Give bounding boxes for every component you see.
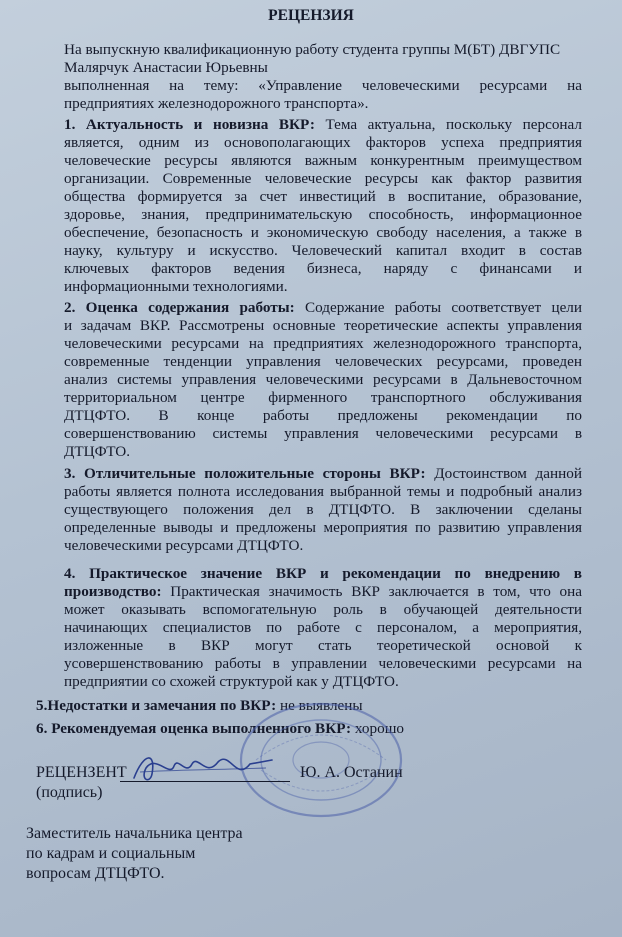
intro-line-2: Малярчук Анастасии Юрьевны (64, 59, 268, 76)
position-line-1: Заместитель начальника центра (26, 825, 243, 842)
reviewer-label: РЕЦЕНЗЕНТ (36, 764, 127, 781)
item-6-label: 6. Рекомендуемая оценка выполненного ВКР: (36, 720, 352, 737)
section-1-line-1: является, одним из основополагающих факторов успеха предприятия (64, 135, 582, 151)
section-1-line-4: общества формируется за счет инвестиций в воспитание, образование, (64, 189, 582, 205)
section-2-line-2: человеческими ресурсами на предприятиях железнодорожного транспорта, (64, 336, 582, 352)
intro-line-3: выполненная на тему: «Управление человеческими ресурсами на (64, 78, 582, 94)
document-title: РЕЦЕНЗИЯ (268, 7, 354, 24)
section-1-line-8: ключевых факторов ведения бизнеса, наряду с финансами и (64, 261, 582, 277)
section-2-line-5: территориальном центре фирменного транспортного обслуживания (64, 390, 582, 406)
section-3-heading: 3. Отличительные положительные стороны ВКР: (64, 466, 426, 482)
section-1-line-7: науку, культуру и искусство. Человеческий капитал входит в состав (64, 243, 582, 259)
section-1-line-6: обеспечение, безопасность и экономическую свободу населения, а также в (64, 225, 582, 241)
section-1-first-line (64, 117, 582, 133)
section-1-heading: 1. Актуальность и новизна ВКР: (64, 117, 315, 133)
section-3-line-4: человеческими ресурсами ДТЦФТО. (64, 538, 304, 554)
section-3-first-line (64, 466, 582, 482)
position-line-3: вопросам ДТЦФТО. (26, 865, 165, 882)
signature-note: (подпись) (36, 784, 103, 801)
section-4-heading-2: производство: (64, 584, 162, 600)
section-4-line-5: предприятии со схожей структурой как у ДТЦФТО. (64, 674, 399, 690)
section-2-line-1: и задачам ВКР. Рассмотрены основные теоретические аспекты управления (64, 318, 582, 334)
section-4-first-line (64, 584, 582, 600)
section-1-line-3: организации. Современные человеческие ресурсы как фактор развития (64, 171, 582, 187)
item-5-label: 5.Недостатки и замечания по ВКР: (36, 697, 277, 714)
intro-line-1: На выпускную квалификационную работу студента группы М(БТ) ДВГУПС (64, 41, 561, 58)
section-4-line-2: начинающих специалистов по работе с персоналом, а мероприятия, (64, 620, 582, 636)
section-4-line-1: может оказывать вспомогательную роль в обучающей деятельности (64, 602, 582, 618)
section-4-line-0: Практическая значимость ВКР заключается в том, что она (170, 584, 582, 600)
section-2-line-0: Содержание работы соответствует цели (304, 300, 582, 316)
section-1-line-0: Тема актуальна, поскольку персонал (325, 117, 582, 133)
section-3-line-0: Достоинством данной (434, 466, 582, 482)
section-3-line-1: работы является полнота исследования выбранной темы и подробный анализ (64, 484, 582, 500)
handwritten-signature (126, 748, 276, 788)
section-2-line-8: ДТЦФТО. (64, 444, 131, 460)
section-1-line-5: здоровье, знания, предпринимательскую способность, информационное (64, 207, 582, 223)
section-2-line-4: анализ системы управления человеческими ресурсами в Дальневосточном (64, 372, 582, 388)
item-5-value: не выявлены (279, 697, 363, 714)
section-2-line-3: современные тенденции управления человеческих ресурсами, проведен (64, 354, 582, 370)
section-2-line-6: ДТЦФТО. В конце работы предложены рекомендации по (64, 408, 582, 424)
section-2-first-line (64, 300, 582, 316)
position-line-2: по кадрам и социальным (26, 845, 196, 862)
section-2-line-7: совершенствованию системы управления человеческими ресурсами в (64, 426, 582, 442)
section-4-heading: 4. Практическое значение ВКР и рекомендации по внедрению в (64, 566, 582, 582)
section-4-line-4: усовершенствованию работы в управлении человеческими ресурсами на (64, 656, 582, 672)
reviewer-name: Ю. А. Останин (300, 764, 403, 781)
section-1-line-2: человеческие ресурсы являются важным конкурентным преимуществом (64, 153, 582, 169)
section-3-line-2: существующего положения дел в ДТЦФТО. В заключении сделаны (64, 502, 582, 518)
section-2-heading: 2. Оценка содержания работы: (64, 300, 295, 316)
item-6-value: хорошо (354, 720, 404, 737)
section-4-line-3: изложенные в ВКР могут стать теоретической основой к (64, 638, 582, 654)
intro-line-4: предприятиях железнодорожного транспорта». (64, 95, 369, 112)
section-3-line-3: определенные выводы и предложены мероприятия по развитию управления (64, 520, 582, 536)
section-1-line-9: информационными технологиями. (64, 279, 288, 295)
